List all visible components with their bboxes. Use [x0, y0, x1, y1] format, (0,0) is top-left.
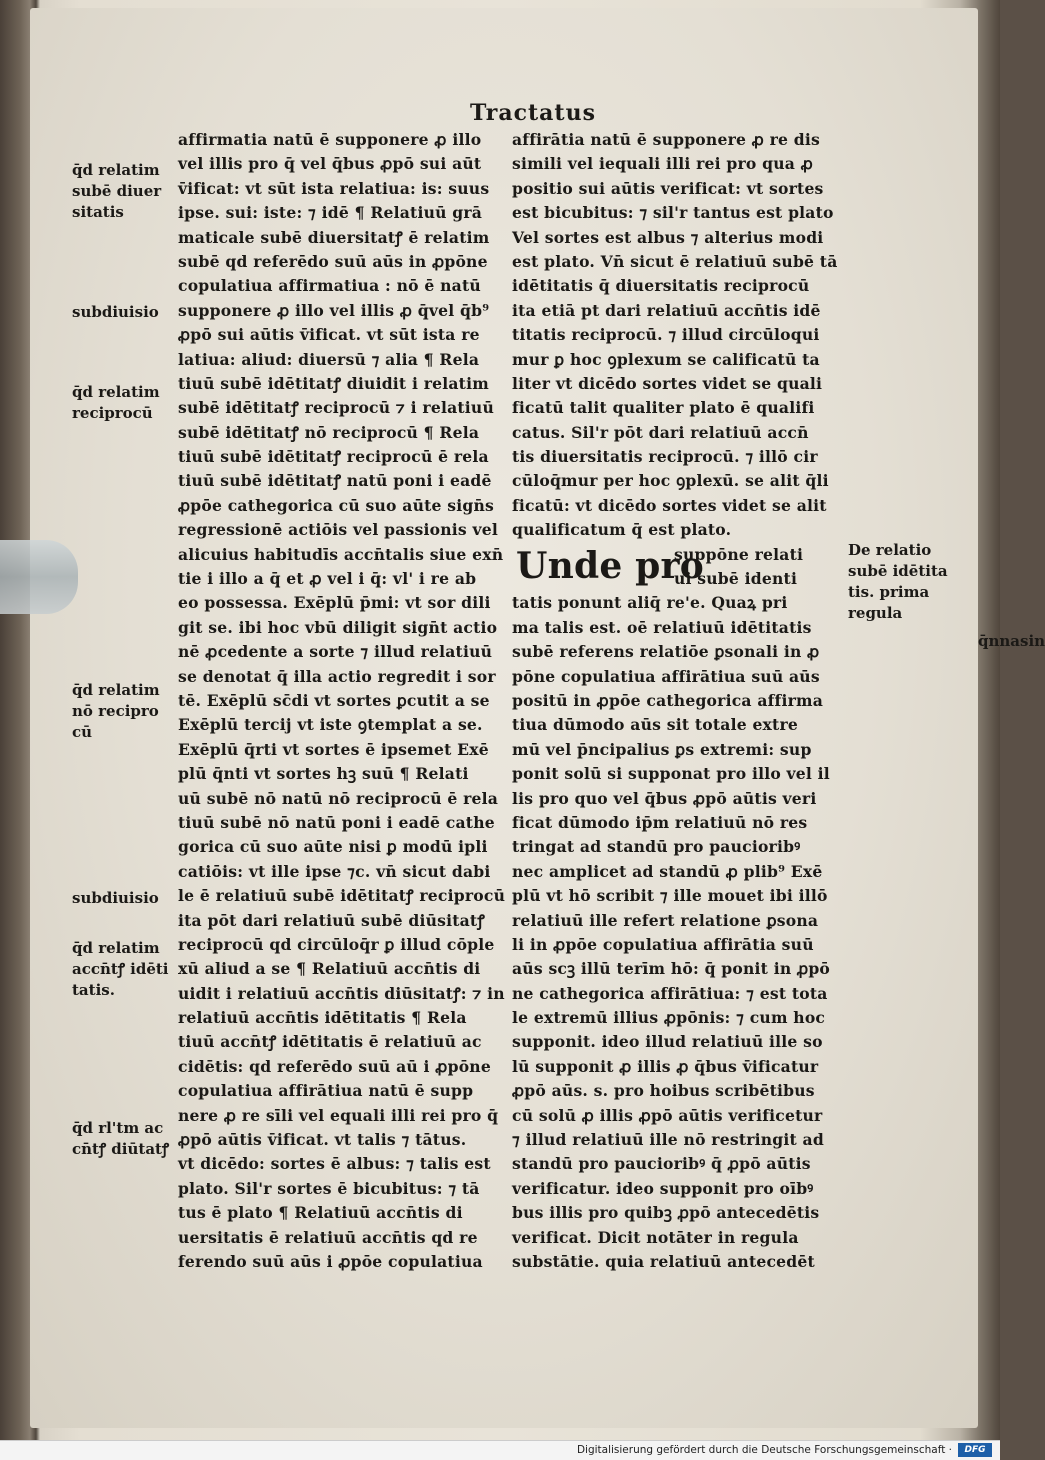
text-line: Exēplū tercij vt iste ꝯtemplat a se.: [178, 715, 483, 735]
right-margin-note: [848, 540, 948, 624]
footer-bar: [0, 1440, 1000, 1460]
margin-note-line: cū: [72, 723, 93, 741]
dfg-logo-icon: DFG: [958, 1443, 992, 1457]
text-line: tiuū subē idētitatꝭ diuidit i relatim: [178, 373, 489, 393]
text-line: ꝓpō aūs. s. pro hoibus scribētibus: [512, 1081, 815, 1101]
adjacent-page-fragment: [978, 630, 1045, 652]
fragment-line: sin: [1020, 632, 1045, 650]
margin-note: [72, 938, 169, 1001]
margin-note: [72, 680, 160, 743]
text-line: tiua dūmodo aūs sit totale extre: [512, 715, 798, 735]
text-line: nec amplicet ad standū ꝓ plib⁹ Exē: [512, 861, 823, 881]
text-line: ꝓpō aūtis v̄ificat. vt talis ⁊ tātus.: [178, 1130, 467, 1150]
margin-note: [72, 382, 160, 424]
text-line: plū q̄nti vt sortes hꝫ suū ¶ Relati: [178, 764, 469, 784]
text-line: ficat dūmodo ip̄m relatiuū nō res: [512, 812, 808, 832]
text-line: tiuū subē nō natū poni i eadē cathe: [178, 812, 495, 832]
text-line: relatiuū accn̄tis idētitatis ¶ Rela: [178, 1008, 467, 1028]
margin-note-line: tis. prima: [848, 583, 930, 601]
text-line: affirmatia natū ē supponere ꝓ illo: [178, 130, 482, 149]
text-line: maticale subē diuersitatꝭ ē relatim: [178, 227, 490, 247]
margin-note-line: subē idētita: [848, 562, 948, 580]
text-line: ita etiā pt dari relatiuū accn̄tis idē: [512, 300, 821, 320]
text-line: aūs scꝫ illū terīm hō: q̄ ponit in ꝓpō: [512, 959, 831, 979]
text-line: tiuū subē idētitatꝭ natū poni i eadē: [178, 471, 492, 491]
text-line: subē qd referēdo suū aūs in ꝓpōne: [178, 251, 488, 271]
margin-note-line: q̄d relatim: [72, 161, 160, 179]
text-line: affirātia natū ē supponere ꝓ re dis: [512, 130, 821, 149]
text-line: positū in ꝓpōe cathegorica affirma: [512, 691, 823, 710]
text-line: Exēplū q̄rti vt sortes ē ipsemet Exē: [178, 739, 489, 759]
fragment-line: q̄n: [978, 632, 1000, 650]
text-line: verificat. Dicit notāter in regula: [512, 1227, 799, 1247]
text-line: xū aliud a se ¶ Relatiuū accn̄tis di: [178, 959, 481, 979]
text-line: lū supponit ꝓ illis ꝓ q̄bus v̄ificatur: [512, 1056, 819, 1076]
text-line: gorica cū suo aūte nisi ꝑ modū ipli: [178, 837, 488, 857]
margin-note-line: q̄d relatim: [72, 939, 160, 957]
margin-note-line: sitatis: [72, 203, 124, 221]
margin-note-line: q̄d relatim: [72, 383, 160, 401]
text-line: standū pro paucioribꝰ q̄ ꝓpō aūtis: [512, 1154, 811, 1174]
text-line: suppōne relati: [674, 544, 804, 564]
text-line: li in ꝓpōe copulatiua affirātia suū: [512, 934, 814, 954]
text-line: ui subē identi: [674, 569, 798, 589]
text-line: tiuū accn̄tꝭ idētitatis ē relatiuū ac: [178, 1032, 482, 1052]
margin-note: [72, 888, 159, 909]
text-line: subē referens relatiōe ꝑsonali in ꝓ: [512, 642, 820, 662]
margin-note-line: q̄d rl'tm ac: [72, 1119, 164, 1137]
text-line: alicuius habitudīs accn̄talis siue exn̄: [178, 544, 504, 564]
text-line: lis pro quo vel q̄bus ꝓpō aūtis veri: [512, 788, 817, 808]
text-line: catus. Sil'r pōt dari relatiuū accn̄: [512, 422, 809, 442]
text-line: tē. Exēplū sc̄di vt sortes ꝑcutit a se: [178, 690, 490, 710]
margin-note: [72, 1118, 169, 1160]
text-line: ita pōt dari relatiuū subē diūsitatꝭ: [178, 910, 485, 930]
text-line: liter vt dicēdo sortes videt se quali: [512, 373, 823, 393]
initial-heading: Unde pro: [516, 544, 704, 587]
text-line: ⁊ illud relatiuū ille nō restringit ad: [512, 1130, 824, 1150]
text-line: latiua: aliud: diuersū ⁊ alia ¶ Rela: [178, 349, 480, 369]
text-line: titatis reciprocū. ⁊ illud circūloqui: [512, 325, 820, 345]
text-line: ne cathegorica affirātiua: ⁊ est tota: [512, 983, 828, 1003]
text-line: vel illis pro q̄ vel q̄bus ꝓpō sui aūt: [178, 154, 482, 174]
margin-note-line: subdiuisio: [72, 303, 159, 321]
footer-credit: Digitalisierung gefördert durch die Deutsche Forschungsgemeinschaft ·: [576, 1444, 952, 1456]
text-line: se denotat q̄ illa actio regredit i sor: [178, 666, 496, 686]
text-line: est bicubitus: ⁊ sil'r tantus est plato: [512, 203, 834, 223]
text-line: copulatiua affirātiua natū ē supp: [178, 1081, 474, 1101]
page-clip: [0, 540, 78, 614]
text-line: est plato. Vn̄ sicut ē relatiuū subē tā: [512, 251, 838, 271]
margin-note-line: tatis.: [72, 981, 115, 999]
text-line: subē idētitatꝭ reciprocū ⁊ i relatiuū: [178, 398, 494, 418]
text-line: pōne copulatiua affirātiua suū aūs: [512, 666, 820, 686]
margin-note-line: reciprocū: [72, 404, 153, 422]
text-line: nē ꝓcedente a sorte ⁊ illud relatiuū: [178, 642, 493, 662]
margin-note-line: regula: [848, 604, 903, 622]
text-line: catiōis: vt ille ipse ⁊c. vn̄ sicut dabi: [178, 861, 491, 881]
text-line: verificatur. ideo supponit pro oībꝰ: [512, 1178, 814, 1198]
text-line: tiuū subē idētitatꝭ reciprocū ē rela: [178, 447, 489, 467]
text-line: ipse. sui: iste: ⁊ idē ¶ Relatiuū grā: [178, 203, 483, 223]
text-line: tus ē plato ¶ Relatiuū accn̄tis di: [178, 1203, 463, 1223]
margin-note-line: subdiuisio: [72, 889, 159, 907]
text-line: vt dicēdo: sortes ē albus: ⁊ talis est: [178, 1154, 491, 1174]
text-line: tatis ponunt aliq̄ re'e. Quaꝝ pri: [512, 593, 788, 613]
text-line: ficatū: vt dicēdo sortes videt se alit: [512, 495, 827, 515]
text-line: ma talis est. oē relatiuū idētitatis: [512, 617, 812, 637]
text-line: le extremū illius ꝓpōnis: ⁊ cum hoc: [512, 1008, 826, 1028]
text-line: bus illis pro quibꝫ ꝓpō antecedētis: [512, 1203, 820, 1223]
text-line: git se. ibi hoc vbū diligit sign̄t actio: [178, 617, 498, 637]
right-text-column: [512, 128, 852, 1274]
text-line: ꝓpō sui aūtis v̄ificat. vt sūt ista re: [178, 325, 480, 345]
margin-note-line: q̄d relatim: [72, 681, 160, 699]
text-line: cūloq̄mur per hoc ꝯplexū. se alit q̄li: [512, 471, 829, 491]
section-opening: [512, 543, 852, 592]
text-line: tis diuersitatis reciprocū. ⁊ illō cir: [512, 447, 818, 467]
text-line: cū solū ꝓ illis ꝓpō aūtis verificetur: [512, 1105, 823, 1125]
text-line: cidētis: qd referēdo suū aū i ꝓpōne: [178, 1056, 491, 1076]
text-line: idētitatis q̄ diuersitatis reciprocū: [512, 276, 810, 296]
text-line: ferendo suū aūs i ꝓpōe copulatiua: [178, 1251, 483, 1271]
text-line: relatiuū ille refert relatione ꝑsona: [512, 910, 819, 930]
running-header: Tractatus: [470, 100, 596, 126]
text-line: qualificatum q̄ est plato.: [512, 520, 732, 540]
left-text-column: [178, 128, 513, 1274]
text-line: ꝓpōe cathegorica cū suo aūte sign̄s: [178, 495, 494, 515]
fragment-line: na: [999, 632, 1021, 650]
text-line: simili vel iequali illi rei pro qua ꝓ: [512, 154, 814, 174]
section-opening-text: [674, 543, 803, 592]
margin-note-line: subē diuer: [72, 182, 162, 200]
text-line: plū vt hō scribit ⁊ ille mouet ibi illō: [512, 886, 828, 906]
text-line: mū vel p̄ncipalius ꝑs extremi: sup: [512, 739, 812, 759]
text-line: supponere ꝓ illo vel illis ꝓ q̄vel q̄b⁹: [178, 300, 490, 320]
text-line: Vel sortes est albus ⁊ alterius modi: [512, 227, 824, 247]
text-line: subē idētitatꝭ nō reciprocū ¶ Rela: [178, 422, 480, 442]
text-line: supponit. ideo illud relatiuū ille so: [512, 1032, 823, 1052]
text-line: tringat ad standū pro paucioribꝰ: [512, 837, 801, 857]
margin-note: [72, 160, 161, 223]
text-line: uersitatis ē relatiuū accn̄tis qd re: [178, 1227, 478, 1247]
text-line: ponit solū si supponat pro illo vel il: [512, 764, 830, 784]
margin-note-line: accn̄tꝭ idēti: [72, 960, 169, 978]
text-line: uidit i relatiuū accn̄tis diūsitatꝭ: ⁊ in: [178, 983, 505, 1003]
text-line: uū subē nō natū nō reciprocū ē rela: [178, 788, 499, 808]
text-line: le ē relatiuū subē idētitatꝭ reciprocū: [178, 886, 506, 906]
margin-note-line: cn̄tꝭ diūtatꝭ: [72, 1140, 170, 1158]
margin-note: [72, 302, 159, 323]
text-line: eo possessa. Exēplū p̄mi: vt sor dili: [178, 593, 491, 613]
text-line: v̄ificat: vt sūt ista relatiua: is: suus: [178, 178, 490, 198]
margin-note-line: De relatio: [848, 541, 932, 559]
margin-note-line: nō recipro: [72, 702, 159, 720]
text-line: tie i illo a q̄ et ꝓ vel i q̄: vl' i re ab: [178, 569, 477, 589]
text-line: reciprocū qd circūloq̄r ꝑ illud cōple: [178, 934, 495, 954]
text-line: ficatū talit qualiter plato ē qualifi: [512, 398, 815, 418]
text-line: positio sui aūtis verificat: vt sortes: [512, 178, 824, 198]
text-line: mur ꝑ hoc ꝯplexum se calificatū ta: [512, 349, 820, 369]
text-line: plato. Sil'r sortes ē bicubitus: ⁊ tā: [178, 1178, 480, 1198]
text-line: nere ꝓ re sīli vel equali illi rei pro q̄: [178, 1105, 499, 1125]
text-line: regressionē actiōis vel passionis vel: [178, 520, 499, 540]
text-line: substātie. quia relatiuū antecedēt: [512, 1251, 815, 1271]
text-line: copulatiua affirmatiua : nō ē natū: [178, 276, 481, 296]
